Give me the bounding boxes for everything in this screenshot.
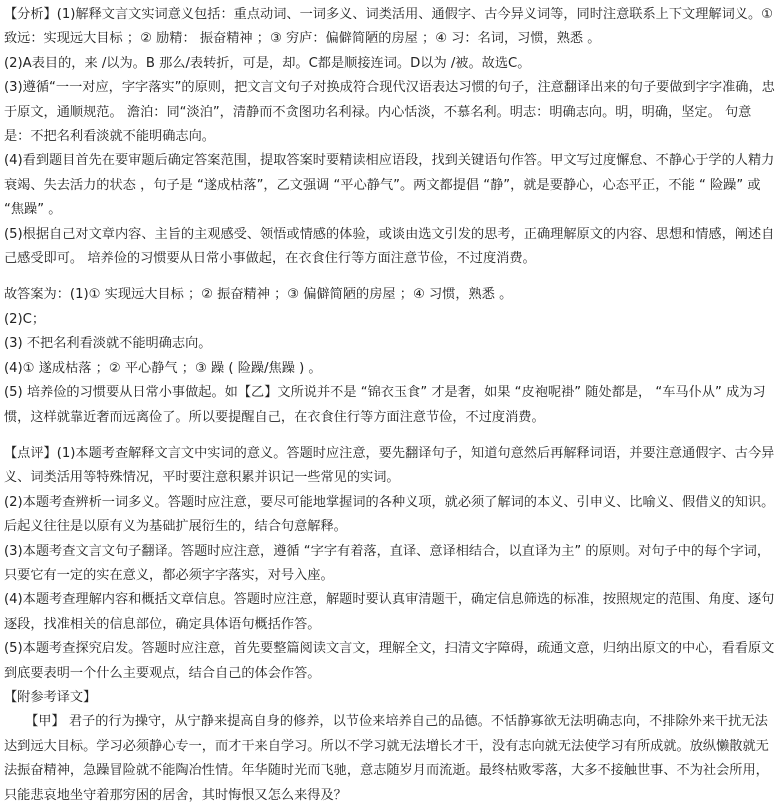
analysis-paragraph-4: (4)看到题目首先在要审题后确定答案范围，提取答案时要精读相应语段，找到关键语句作答。甲文写过度懈怠、不静心于学的人精力衰竭、失去活力的状态 ，句子是 “遂成枯落”，乙文强调 “平心静气”。两文都提倡 “静”，就是要静心，心态平正，不能 “ 险躁” 或 “焦躁” 。 — [4, 153, 775, 218]
translation-section — [4, 686, 775, 808]
comment-paragraph-3: (3)本题考查文言文句子翻译。答题时应注意，遵循 “字字有着落，直译、意译相结合，以直译为主” 的原则。对句子中的每个字词，只要它有一定的实在意义，都必须字字落实，对号入座。 — [4, 543, 771, 583]
answer-section — [4, 283, 775, 429]
answer-line-2: (2)C； — [4, 311, 46, 327]
analysis-paragraph-1: 【分析】(1)解释文言文实词意义包括：重点动词、一词多义、词类活用、通假字、古今异义词等，同时注意联系上下文理解词义。① 致远：实现远大目标 ；② 励精： 振奋精神 ；③ 穷庐：偏僻简陋的房屋 ；④ 习：名词，习惯，熟悉 。 — [4, 7, 773, 47]
analysis-section — [4, 3, 775, 271]
section-spacer — [4, 271, 775, 283]
comment-paragraph-1: 【点评】(1)本题考查解释文言文中实词的意义。答题时应注意，要先翻译句子，知道句意然后再解释词语，并要注意通假字、古今异义、词类活用等特殊情况，平时要注意积累并识记一些常见的实词。 — [4, 445, 775, 486]
analysis-paragraph-5: (5)根据自己对文章内容、主旨的主观感受、领悟或情感的体验，或谈由选文引发的思考，正确理解原文的内容、思想和情感，阐述自己感受即可。 培养俭的习惯要从日常小事做起，在衣食住行等方面注意节俭，不过度消费。 — [4, 226, 775, 267]
answer-line-1: 故答案为：(1)① 实现远大目标 ；② 振奋精神 ；③ 偏僻简陋的房屋 ；④ 习惯，熟悉 。 — [4, 287, 513, 303]
analysis-paragraph-3: (3)遵循“一一对应，字字落实”的原则，把文言文句子对换成符合现代汉语表达习惯的句子，注意翻译出来的句子要做到字字准确，忠于原文，通顺规范。 澹泊：同“淡泊”，清静而不贪图功名利禄。内心恬淡，不慕名利。明志：明确志向。明，明确，坚定。 句意是：不把名利看淡就不能明确志向。 — [4, 80, 775, 145]
answer-line-5: (5) 培养俭的习惯要从日常小事做起。如【乙】文所说并不是 “锦衣玉食” 才是奢，如果 “皮袍呢褂” 随处都是， “车马仆从” 成为习惯，这样就靠近奢而远离俭了。所以要提醒自己，在衣食住行等方面注意节俭，不过度消费。 — [4, 385, 766, 425]
answer-line-4: (4)① 遂成枯落 ；② 平心静气 ；③ 躁 ( 险躁/焦躁 ) 。 — [4, 360, 322, 376]
answer-line-3: (3) 不把名利看淡就不能明确志向。 — [4, 336, 212, 352]
translation-paragraph: 【甲】 君子的行为操守，从宁静来提高自身的修养，以节俭来培养自己的品德。不恬静寡欲无法明确志向，不排除外来干扰无法达到远大目标。学习必须静心专一，而才干来自学习。所以不学习就无法增长才干，没有志向就无法使学习有所成就。放纵懒散就无法振奋精神，急躁冒险就不能陶冶性情。年华随时光而飞驰，意志随岁月而流逝。最终枯败零落，大多不接触世事、不为社会所用，只能悲哀地坐守着那穷困的居舍，其时悔恨又怎么来得及？ — [4, 714, 769, 803]
section-spacer — [4, 430, 775, 442]
comment-paragraph-4: (4)本题考查理解内容和概括文章信息。答题时应注意，解题时要认真审清题干，确定信息筛选的标准，按照规定的范围、角度、逐句逐段，找准相关的信息部位，确定具体语句概括作答。 — [4, 592, 775, 632]
comment-paragraph-2: (2)本题考查辨析一词多义。答题时应注意，要尽可能地掌握词的各种义项，就必须了解词的本义、引申义、比喻义、假借义的知识。后起义往往是以原有义为基础扩展衍生的，结合句意解释。 — [4, 494, 775, 535]
comment-section — [4, 442, 775, 686]
comment-paragraph-5: (5)本题考查探究启发。答题时应注意，首先要整篇阅读文言文，理解全文，扫清文字障碍，疏通文意，归纳出原文的中心，看看原文到底要表明一个什么主要观点，结合自己的体会作答。 — [4, 641, 775, 681]
translation-heading: 【附参考译文】 — [4, 689, 97, 705]
analysis-paragraph-2: (2)A表目的，来 /以为。B 那么/表转折，可是，却。C都是顺接连词。D以为 /被。故选C。 — [4, 55, 531, 71]
